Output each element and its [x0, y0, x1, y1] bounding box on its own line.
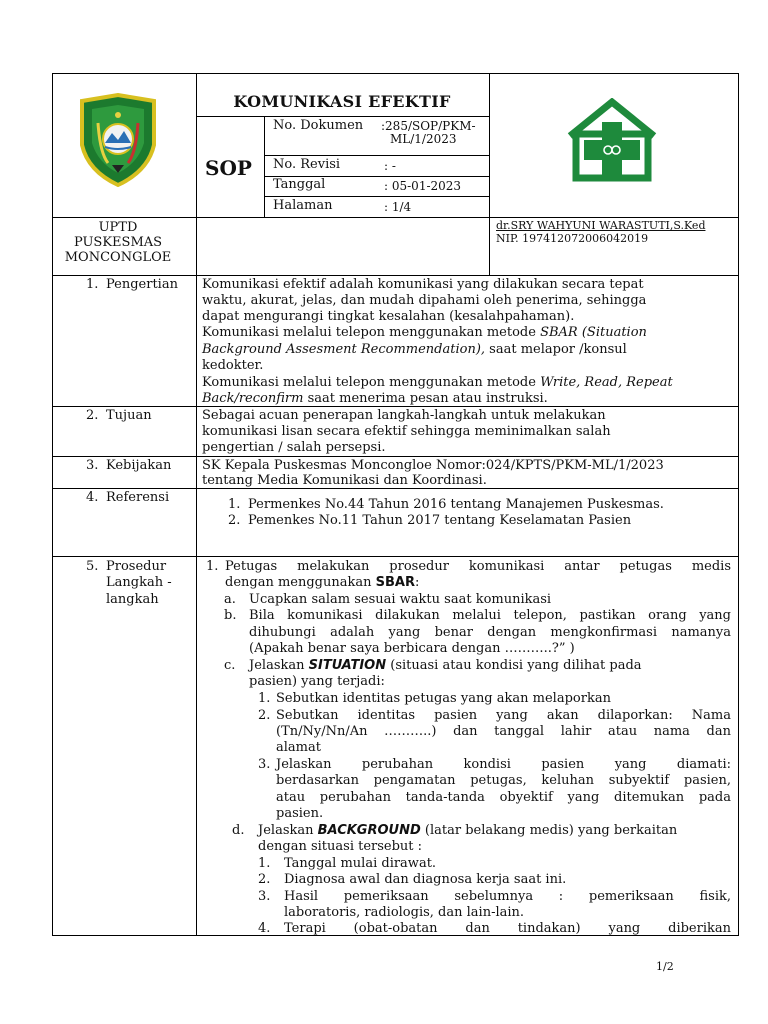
referensi-item: Permenkes No.44 Tahun 2016 tentang Manajemen Puskesmas. [248, 497, 664, 512]
substep-line: pasien) yang terjadi: [249, 674, 385, 689]
nested-line: atau perubahan tanda-tanda obyektif yang ditemukan pada [276, 790, 731, 805]
revisi-value: : - [384, 159, 396, 173]
substep-text: Jelaskan [258, 823, 318, 838]
substep-marker: d. [232, 823, 245, 838]
regency-shield-logo [78, 93, 158, 187]
section-label: langkah [106, 592, 159, 607]
step-text: : [414, 575, 420, 590]
section-label: Tujuan [106, 408, 152, 423]
pengertian-text: saat melapor /konsul [485, 342, 627, 357]
section-number: 5. [86, 559, 99, 574]
halaman-value: : 1/4 [384, 200, 412, 214]
pengertian-line: Komunikasi efektif adalah komunikasi yang dilakukan secara tepat [202, 277, 644, 292]
pengertian-line [202, 342, 627, 359]
sbar-bold: SBAR [375, 575, 415, 590]
org-line-2: PUSKESMAS [73, 235, 163, 250]
pengertian-line: dapat mengurangi tingkat kesalahan (kesalahpahaman). [202, 309, 575, 324]
pengertian-line: waktu, akurat, jelas, dan mudah dipahami oleh penerima, sehingga [202, 293, 647, 308]
nested-line: Diagnosa awal dan diagnosa kerja saat ini. [284, 872, 567, 887]
kebijakan-line: SK Kepala Puskesmas Moncongloe Nomor:024/KPTS/PKM-ML/1/2023 [202, 458, 664, 473]
substep-line [258, 823, 677, 840]
halaman-label: Halaman [273, 198, 333, 213]
referensi-item: Pemenkes No.11 Tahun 2017 tentang Keselamatan Pasien [248, 513, 632, 528]
tujuan-line: pengertian / salah persepsi. [202, 440, 386, 455]
puskesmas-logo [566, 98, 658, 182]
substep-marker: a. [224, 592, 236, 607]
nested-line: Tanggal mulai dirawat. [284, 856, 437, 871]
sbar-italic: SBAR (Situation [540, 325, 647, 340]
section-label: Langkah - [106, 575, 172, 590]
section-label: Kebijakan [106, 458, 172, 473]
substep-text: (latar belakang medis) yang berkaitan [420, 823, 678, 838]
section-number: 1. [86, 277, 99, 292]
sop-label: SOP [205, 156, 252, 180]
header-right-divider [489, 73, 490, 276]
signer-name: dr.SRY WAHYUNI WARASTUTI,S.Ked [496, 219, 706, 232]
nested-line: pasien. [276, 806, 324, 821]
tujuan-line: komunikasi lisan secara efektif sehingga meminimalkan salah [202, 424, 611, 439]
nested-line: Sebutkan identitas petugas yang akan melaporkan [276, 691, 611, 706]
border-left [52, 73, 53, 936]
row4-bottom [52, 556, 739, 557]
nested-number: 1. [258, 691, 271, 706]
pengertian-line [202, 391, 548, 408]
doc-no-value: :285/SOP/PKM- [381, 119, 476, 133]
doc-no-value-2: ML/1/2023 [390, 132, 457, 146]
border-top [52, 73, 739, 74]
tanggal-label: Tanggal [273, 177, 326, 192]
sbar-italic: Background Assesment Recommendation), [202, 342, 486, 357]
nested-line: (Tn/Ny/Nn/An ………..) dan tanggal lahir atau nama dan [276, 724, 731, 739]
wrr-italic: Back/reconfirm [202, 391, 304, 406]
nested-number: 4. [258, 921, 271, 936]
wrr-italic: Write, Read, Repeat [540, 375, 673, 390]
substep-text: Jelaskan [249, 658, 309, 673]
nested-line: berdasarkan pengamatan petugas, keluhan subyektif pasien, [276, 773, 731, 788]
nested-line: Hasil pemeriksaan sebelumnya : pemeriksaan fisik, [284, 889, 731, 904]
substep-marker: c. [224, 658, 236, 673]
referensi-number: 1. [228, 497, 241, 512]
kebijakan-line: tentang Media Komunikasi dan Koordinasi. [202, 473, 487, 488]
docno-line [264, 155, 490, 156]
pengertian-text: Komunikasi melalui telepon menggunakan metode [202, 375, 541, 390]
org-line-3: MONCONGLOE [64, 250, 172, 265]
substep-line: Ucapkan salam sesuai waktu saat komunikasi [249, 592, 552, 607]
substep-line: dihubungi adalah yang benar dengan mengkonfirmasi namanya [249, 625, 731, 640]
tanggal-line [264, 196, 490, 197]
title-underline [196, 116, 490, 117]
step-text: dengan menggunakan [225, 575, 376, 590]
document-title: KOMUNIKASI EFEKTIF [233, 92, 451, 111]
revisi-label: No. Revisi [273, 157, 341, 172]
substep-line: dengan situasi tersebut : [258, 839, 423, 854]
nested-line: Terapi (obat-obatan dan tindakan) yang diberikan [284, 921, 731, 936]
background-bold: BACKGROUND [317, 823, 421, 838]
doc-no-label: No. Dokumen [273, 118, 364, 133]
organization-name [54, 220, 182, 265]
sop-divider [264, 116, 265, 217]
substep-line: (Apakah benar saya berbicara dengan ………..?” ) [249, 641, 575, 656]
substep-marker: b. [224, 608, 237, 623]
step-line: Petugas melakukan prosedur komunikasi antar petugas medis [225, 559, 731, 574]
step-line [225, 575, 419, 592]
header-bottom-line [52, 275, 739, 276]
org-line-1: UPTD [98, 220, 138, 235]
tanggal-value: : 05-01-2023 [384, 179, 462, 193]
pengertian-text: saat menerima pesan atau instruksi. [303, 391, 548, 406]
substep-line: Bila komunikasi dilakukan melalui telepon, pastikan orang yang [249, 608, 731, 623]
nested-number: 2. [258, 708, 271, 723]
nested-line: alamat [276, 740, 321, 755]
header-mid-line [52, 217, 739, 218]
page-number: 1/2 [656, 960, 674, 973]
nested-line: Jelaskan perubahan kondisi pasien yang diamati: [276, 757, 731, 772]
section-label: Prosedur [106, 559, 167, 574]
section-label: Referensi [106, 490, 170, 505]
situation-bold: SITUATION [308, 658, 387, 673]
tujuan-line: Sebagai acuan penerapan langkah-langkah untuk melakukan [202, 408, 606, 423]
row2-bottom [52, 456, 739, 457]
pengertian-line [202, 375, 673, 392]
section-number: 2. [86, 408, 99, 423]
substep-text: (situasi atau kondisi yang dilihat pada [386, 658, 642, 673]
section-number: 3. [86, 458, 99, 473]
section-number: 4. [86, 490, 99, 505]
pengertian-line: kedokter. [202, 358, 264, 373]
nested-line: Sebutkan identitas pasien yang akan dilaporkan: Nama [276, 708, 731, 723]
referensi-number: 2. [228, 513, 241, 528]
nested-number: 3. [258, 757, 271, 772]
pengertian-text: Komunikasi melalui telepon menggunakan metode [202, 325, 541, 340]
nested-number: 2. [258, 872, 271, 887]
nested-line: laboratoris, radiologis, dan lain-lain. [284, 905, 525, 920]
pengertian-line [202, 325, 647, 342]
nested-number: 1. [258, 856, 271, 871]
substep-line [249, 658, 642, 675]
border-right [738, 73, 739, 936]
signer-nip: NIP. 197412072006042019 [496, 232, 649, 245]
nested-number: 3. [258, 889, 271, 904]
section-label: Pengertian [106, 277, 178, 292]
step-number: 1. [206, 559, 219, 574]
col-divider [196, 73, 197, 936]
